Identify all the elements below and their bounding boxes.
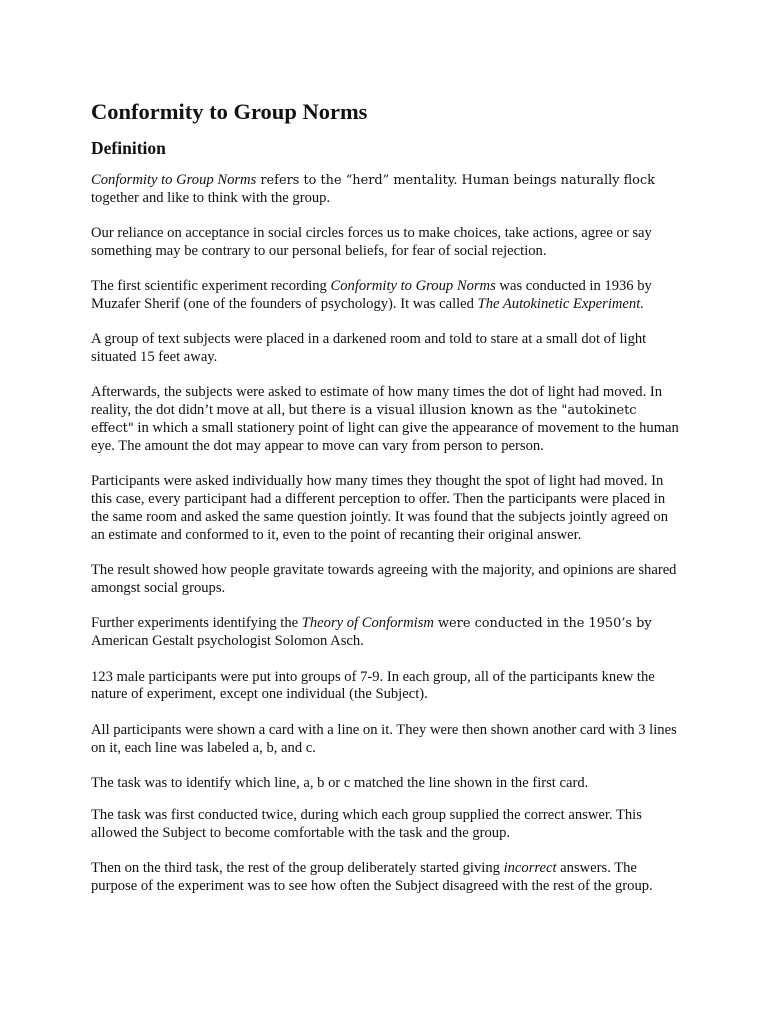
paragraph-8 (91, 615, 681, 651)
paragraph-text: Afterwards, the subjects were asked to estimate of how many times the dot of light had moved. In reality, the dot didn’t move at all, but (91, 384, 663, 419)
paragraph-text: refers to the “herd” mentality. Human beings naturally flock (256, 173, 655, 188)
section-heading: Definition (91, 138, 166, 158)
paragraph-text: there is a visual illusion known as the "autokinetc effect" (91, 403, 637, 437)
paragraph-10: All participants were shown a card with a line on it. They were then shown another card with 3 lines on it, each line was labeled a, b, and c. (91, 721, 677, 756)
paragraph-text: Further experiments identifying the (91, 615, 302, 632)
paragraph-text: The first scientific experiment recording (91, 278, 331, 295)
paragraph-6: Participants were asked individually how many times they thought the spot of light had moved. In this case, every participant had a different perception to offer. Then the participants were placed in the same room and asked the same question jointly. It was found that the subjects jointly agreed on an estimate and conformed to it, even to the point of recanting their original answer. (91, 473, 668, 544)
paragraph-3 (91, 278, 681, 314)
paragraph-text: American Gestalt psychologist Solomon Asch. (91, 633, 364, 650)
emphasis-text: The Autokinetic Experiment. (477, 296, 644, 313)
paragraph-text: answers. The purpose of the experiment was to see how often the Subject disagreed with the rest of the group. (91, 859, 653, 894)
paragraph-9: 123 male participants were put into groups of 7-9. In each group, all of the participants knew the nature of experiment, except one individual (the Subject). (91, 668, 655, 703)
paragraph-4: A group of text subjects were placed in a darkened room and told to stare at a small dot of light situated 15 feet away. (91, 331, 647, 366)
paragraph-2: Our reliance on acceptance in social circles forces us to make choices, take actions, agree or say something may be contrary to our personal beliefs, for fear of social rejection. (91, 225, 652, 260)
paragraph-11: The task was to identify which line, a, b or c matched the line shown in the first card. (91, 774, 589, 791)
emphasis-text: Conformity to Group Norms (91, 172, 257, 188)
paragraph-text: was conducted in 1936 by Muzafer Sherif (one of the founders of psychology). It was called (91, 278, 652, 313)
paragraph-text: in which a small stationery point of light can give the appearance of movement to the human eye. The amount the dot may appear to move can vary from person to person. (91, 420, 679, 455)
emphasis-text: incorrect (503, 859, 557, 876)
paragraph-7: The result showed how people gravitate towards agreeing with the majority, and opinions are shared amongst social groups. (91, 562, 677, 597)
paragraph-text: together and like to think with the group. (91, 189, 331, 206)
paragraph-13 (91, 860, 681, 896)
page-title: Conformity to Group Norms (91, 99, 368, 124)
paragraph-12: The task was first conducted twice, during which each group supplied the correct answer. This allowed the Subject to become comfortable with the task and the group. (91, 806, 642, 841)
emphasis-text: Theory of Conformism (301, 615, 434, 632)
paragraph-5 (91, 384, 681, 456)
paragraph-text: were conducted in the 1950’s by (433, 616, 652, 632)
document-page (91, 98, 681, 896)
paragraph-1 (91, 172, 681, 208)
paragraph-text: Then on the third task, the rest of the group deliberately started giving (91, 859, 504, 876)
emphasis-text: Conformity to Group Norms (330, 278, 496, 295)
